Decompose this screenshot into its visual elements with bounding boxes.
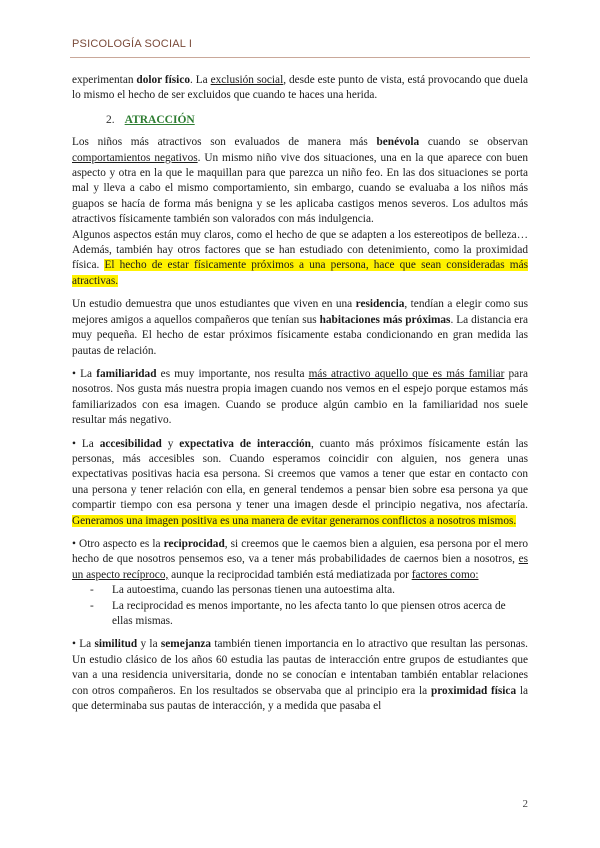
paragraph-familiaridad: • La familiaridad es muy importante, nos resulta más atractivo aquello que es más familiar para nosotros. Nos gusta más nuestra propia imagen cuando nos vemos en el espejo porque estamos más familiarizados con esa imagen. Cuando se produce algún cambio en la familiaridad nos suele resultar más negativo. [72, 367, 528, 427]
paragraph-accesibilidad: • La accesibilidad y expectativa de interacción, cuanto más próximos físicamente están las personas, más accesibles son. Cuando esperamos coincidir con alguien, nos genera unas expectativas positivas hacia esa persona. Si creemos que vamos a tener que estar en contacto con una persona y tener relación con ella, en general tendemos a pensar bien sobre esa persona ya que compartir tiempo con esa persona y tener una imagen desde el principio negativa, nos afectaría. Generamos una imagen positiva es una manera de evitar generarnos conflictos a nosotros mismos. [72, 437, 528, 527]
highlighted-text: Generamos una imagen positiva es una manera de evitar generarnos conflictos a nosotros mismos. [72, 514, 517, 527]
paragraph-similitud: • La similitud y la semejanza también tienen importancia en lo atractivo que resultan las personas. Un estudio clásico de los años 60 estudia las pautas de interacción entre grupos de estudiantes que van a una residencia universitaria, donde no se conocían e intentaban también entablar relaciones con otros compañeros. En los resultados se observaba que al principio era la proximidad física la que determinaba sus pautas de interacción, y a medida que pasaba el [72, 638, 528, 713]
section-heading [106, 113, 528, 128]
paragraph-residencia: Un estudio demuestra que unos estudiantes que viven en una residencia, tendían a elegir como sus mejores amigos a aquellos compañeros que tenían sus habitaciones más próximas. La distancia era muy pequeña. El hecho de estar próximos físicamente estaba condicionando en gran medida las pautas de relación. [72, 298, 529, 357]
paragraph-ninos-atractivos: Los niños más atractivos son evaluados de manera más benévola cuando se observan comportamientos negativos. Un mismo niño vive dos situaciones, una en la que aparece con buen aspecto y otra en la que le maquillan para que parezca un niño feo. En las dos situaciones se porta mal y lleva a cabo el mismo comportamiento, sin embargo, cuando se evaluaba a los niños más guapos se hacía de forma más benigna y se les aplicaba castigos menos severos. Los adultos más atractivos físicamente también son valorados con más indulgencia. [72, 136, 528, 226]
intro-paragraph: experimentan dolor físico. La exclusión social, desde este punto de vista, está provocando que duela lo mismo el hecho de ser excluidos que cuando te haces una herida. [72, 74, 529, 102]
list-item: - La reciprocidad es menos importante, no les afecta tanto lo que piensen otros acerca de ellas mismas. [90, 599, 528, 630]
header-divider [70, 57, 530, 58]
list-item: - La autoestima, cuando las personas tienen una autoestima alta. [90, 583, 528, 598]
document-body [72, 73, 528, 714]
paragraph-proximidad: Algunos aspectos están muy claros, como el hecho de que se adapten a los estereotipos de belleza… Además, también hay otros factores que se han estudiado con detenimiento, como la proximidad física. El hecho de estar físicamente próximos a una persona, hace que sean consideradas más atractivas. [72, 228, 528, 287]
section-number: 2. [106, 113, 115, 126]
highlighted-text: El hecho de estar físicamente próximos a una persona, hace que sean consideradas más atractivas. [72, 259, 528, 287]
factors-list [72, 583, 528, 629]
section-title: ATRACCIÓN [124, 113, 195, 126]
page-header: PSICOLOGÍA SOCIAL I [72, 38, 193, 50]
page-number: 2 [522, 798, 528, 810]
paragraph-reciprocidad: • Otro aspecto es la reciprocidad, si creemos que le caemos bien a alguien, esa persona por el mero hecho de que nosotros pensemos eso, va a tener más probabilidades de caernos bien a nosotros, es un aspecto recíproco, aunque la reciprocidad también está mediatizada por factores como: [72, 537, 528, 581]
